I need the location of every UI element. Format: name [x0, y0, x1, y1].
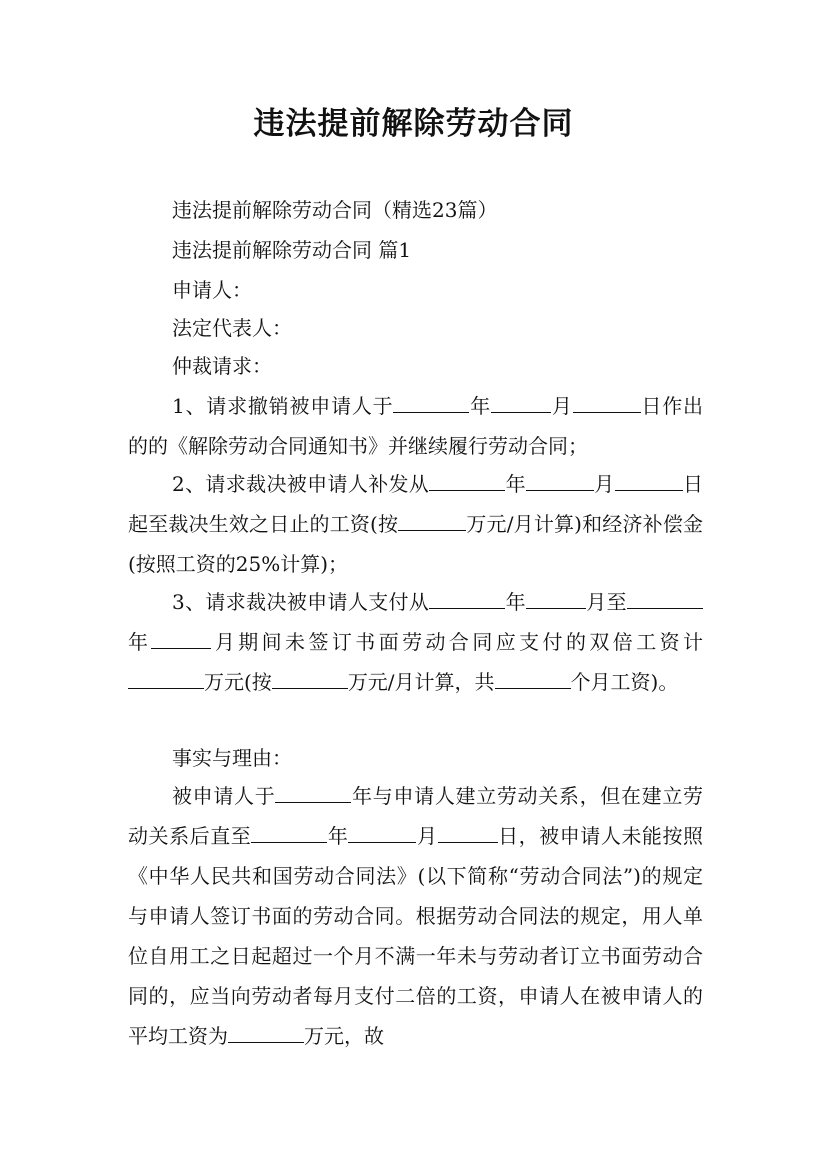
blank-field — [526, 590, 586, 609]
facts-part-4: 月 — [416, 824, 438, 848]
section-heading: 违法提前解除劳动合同 篇1 — [172, 238, 412, 262]
blank-field — [398, 512, 466, 531]
claim-2-paragraph — [128, 464, 703, 584]
blank-field — [526, 472, 594, 491]
claim-3-unit1: 万元(按 — [204, 670, 272, 694]
blank-field — [348, 824, 416, 843]
blank-field — [393, 394, 469, 413]
claim-3-year: 年 — [505, 590, 526, 614]
blank-field — [491, 394, 551, 413]
blank-field — [627, 590, 703, 609]
document-title: 违法提前解除劳动合同 — [253, 106, 574, 142]
claim-3-month-to: 月至 — [585, 590, 627, 614]
claim-2-prefix: 2、请求裁决被申请人补发从 — [172, 472, 430, 496]
claim-2-suffix: 万元/月计算)和经济补偿金(按照工资的25%计算)； — [128, 512, 703, 576]
claim-1-paragraph — [128, 386, 703, 466]
blank-field — [438, 824, 498, 843]
subtitle-line: 违法提前解除劳动合同（精选23篇） — [172, 198, 498, 222]
claim-2-month: 月 — [593, 472, 615, 496]
claim-1-month: 月 — [551, 394, 573, 418]
blank-field — [251, 824, 327, 843]
blank-field — [228, 1024, 304, 1043]
claim-1-prefix: 1、请求撤销被申请人于 — [172, 394, 394, 418]
blank-field — [151, 630, 211, 649]
blank-field — [128, 670, 204, 689]
facts-part-3: 年 — [327, 824, 349, 848]
legal-rep-label: 法定代表人： — [172, 316, 292, 340]
blank-field — [429, 590, 505, 609]
claim-1-year: 年 — [469, 394, 492, 418]
blank-field — [495, 670, 571, 689]
facts-part-6: 万元，故 — [304, 1024, 384, 1048]
claim-3-year2: 年 — [128, 630, 152, 654]
facts-part-1: 被申请人于 — [172, 784, 276, 808]
claims-label: 仲裁请求： — [172, 354, 272, 378]
facts-paragraph — [128, 776, 703, 1056]
blank-field — [272, 670, 348, 689]
claim-1-suffix: 日作出的的《解除劳动合同通知书》并继续履行劳动合同； — [128, 394, 704, 458]
claim-2-year: 年 — [505, 472, 526, 496]
blank-field — [275, 784, 351, 803]
claim-3-prefix: 3、请求裁决被申请人支付从 — [172, 590, 430, 614]
claim-3-mid: 月期间未签订书面劳动合同应支付的双倍工资计 — [211, 630, 704, 654]
facts-part-2: 年与申请人建立劳动关系，但在建立劳动关系后直至 — [128, 784, 704, 848]
blank-field — [615, 472, 683, 491]
applicant-label: 申请人： — [172, 278, 252, 302]
claim-3-paragraph — [128, 582, 703, 702]
blank-field — [429, 472, 505, 491]
facts-label: 事实与理由： — [172, 746, 292, 770]
blank-field — [573, 394, 641, 413]
claim-3-suffix: 个月工资)。 — [570, 670, 679, 694]
claim-2-mid: 日起至裁决生效之日止的工资(按 — [128, 472, 704, 536]
facts-part-5: 日，被申请人未能按照《中华人民共和国劳动合同法》(以下简称“劳动合同法”)的规定与申请人签订书面的劳动合同。根据劳动合同法的规定，用人单位自用工之日起超过一个月不满一年未与劳动者订立书面劳动合同的，应当向劳动者每月支付二倍的工资，申请人在被申请人的平均工资为 — [128, 824, 704, 1048]
claim-3-unit2: 万元/月计算，共 — [347, 670, 495, 694]
